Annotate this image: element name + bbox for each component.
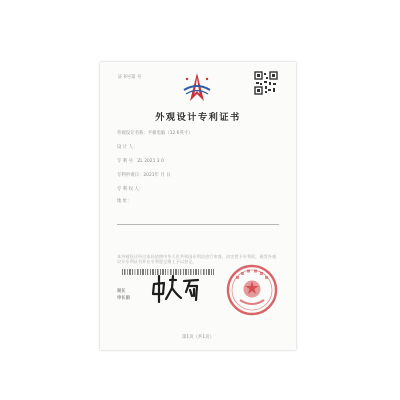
field-label: 设 计 人： <box>117 145 138 150</box>
field-label: 地 址： <box>117 199 132 204</box>
field-design-name <box>117 132 193 136</box>
field-label: 专利申请日： <box>117 173 144 178</box>
field-value: ZL 2021 3 0 <box>137 159 164 164</box>
field-patent-number <box>117 160 164 164</box>
page-footer: 第1页（共1页） <box>182 335 214 340</box>
patent-certificate <box>100 62 296 350</box>
field-label: 专 利 号： <box>117 159 138 164</box>
divider <box>117 224 279 225</box>
signature-icon <box>150 272 202 306</box>
field-value: 平板电脑（12.6英寸） <box>147 131 193 136</box>
signature-title: 局长 <box>117 289 126 294</box>
field-application-date <box>117 174 171 178</box>
official-seal-icon <box>226 264 278 316</box>
cnipa-emblem-icon <box>182 72 212 104</box>
field-value: 2021年 月 日 <box>143 173 171 178</box>
certificate-body-text: 本外观设计经过本局依照中华人民共和国专利法进行审查，决定授予专利权，颁发外观设计专利证书并在专利登记簿上予以登记。 <box>117 254 277 265</box>
field-label: 专 利 权 人： <box>117 187 144 192</box>
field-label: 外观设计名称： <box>117 131 148 136</box>
qr-code-icon <box>254 71 278 95</box>
field-address <box>117 200 132 204</box>
signature-name: 申长雨 <box>117 296 130 301</box>
field-designer <box>117 146 137 150</box>
certificate-number: 证书号第 号 <box>118 75 142 80</box>
field-patentee <box>117 188 143 192</box>
certificate-title: 外观设计专利证书 <box>155 112 241 123</box>
